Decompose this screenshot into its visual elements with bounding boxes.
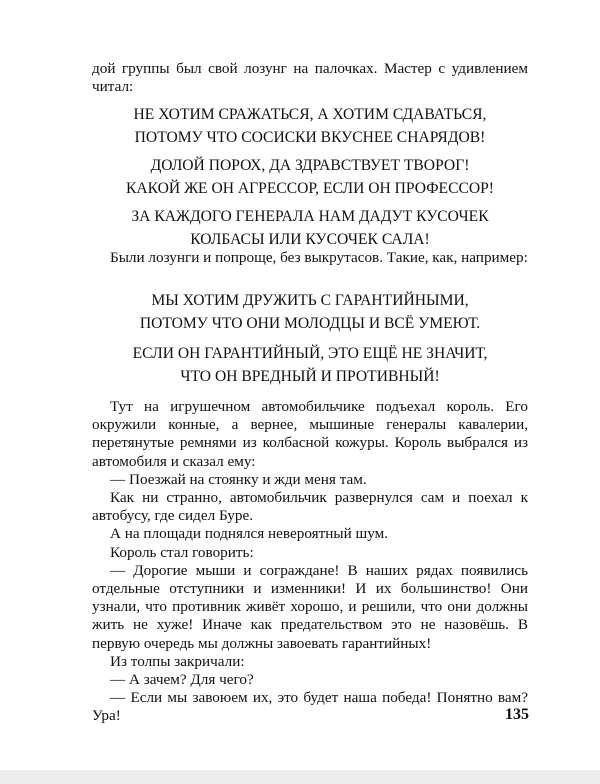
text-bottom bbox=[92, 398, 528, 726]
paragraph-noise: А на площади поднялся невероятный шум. bbox=[110, 525, 389, 543]
slogan-5-line-1: ЕСЛИ ОН ГАРАНТИЙНЫЙ, ЭТО ЕЩЁ НЕ ЗНАЧИТ, bbox=[132, 345, 488, 362]
paragraph-question: — А зачем? Для чего? bbox=[110, 671, 254, 689]
slogan-1-line-1: НЕ ХОТИМ СРАЖАТЬСЯ, А ХОТИМ СДАВАТЬСЯ, bbox=[133, 106, 487, 123]
paragraph-king-command: — Поезжай на стоянку и жди меня там. bbox=[110, 470, 367, 488]
paragraph-king-speaks: Король стал говорить: bbox=[110, 543, 254, 561]
slogan-5-line-2: ЧТО ОН ВРЕДНЫЙ И ПРОТИВНЫЙ! bbox=[180, 368, 440, 385]
slogan-2-line-2: КАКОЙ ЖЕ ОН АГРЕССОР, ЕСЛИ ОН ПРОФЕССОР! bbox=[125, 180, 494, 197]
paragraph-answer: — Если мы завоюем их, это будет наша победа! Понятно вам? Ура! bbox=[92, 689, 528, 725]
paragraph-crowd: Из толпы закричали: bbox=[110, 652, 245, 670]
slogan-5 bbox=[70, 342, 550, 388]
paragraph-car-leaves: Как ни странно, автомобильчик развернулся сам и поехал к автобусу, где сидел Буре. bbox=[92, 489, 528, 525]
scan-bottom-strip bbox=[0, 770, 600, 784]
slogan-3-line-1: ЗА КАЖДОГО ГЕНЕРАЛА НАМ ДАДУТ КУСОЧЕК bbox=[131, 208, 489, 225]
slogan-4 bbox=[70, 289, 550, 335]
paragraph-intro: дой группы был свой лозунг на палочках. Мастер с удивлением читал: bbox=[92, 60, 528, 96]
slogan-1-line-2: ПОТОМУ ЧТО СОСИСКИ ВКУСНЕЕ СНАРЯДОВ! bbox=[134, 129, 486, 146]
slogan-2 bbox=[70, 154, 550, 200]
text-top bbox=[92, 60, 528, 96]
page-number: 135 bbox=[505, 706, 529, 723]
slogan-3 bbox=[70, 205, 550, 251]
text-middle bbox=[92, 249, 528, 267]
paragraph-speech: — Дорогие мыши и сограждане! В наших рядах появились отдельные отступники и изменники! И их большинство! Они узнали, что противник живёт хорошо, и решили, что они должны жить не хуже! Иначе как предательством это не назовёшь. В первую очередь мы должны завоевать гарантийных! bbox=[92, 561, 528, 652]
slogan-3-line-2: КОЛБАСЫ ИЛИ КУСОЧЕК САЛА! bbox=[190, 231, 430, 248]
slogan-4-line-1: МЫ ХОТИМ ДРУЖИТЬ С ГАРАНТИЙНЫМИ, bbox=[151, 292, 469, 309]
paragraph-simple-slogans: Были лозунги и попроще, без выкрутасов. Такие, как, например: bbox=[110, 249, 528, 266]
slogan-1 bbox=[70, 103, 550, 149]
paragraph-king-arrives: Тут на игрушечном автомобильчике подъехал король. Его окружили конные, а вернее, мышиные генералы кавалерии, перетянутые ремнями из колбасной кожуры. Король выбрался из автомобиля и сказал ему: bbox=[92, 398, 528, 470]
slogan-4-line-2: ПОТОМУ ЧТО ОНИ МОЛОДЦЫ И ВСЁ УМЕЮТ. bbox=[139, 315, 481, 332]
slogan-2-line-1: ДОЛОЙ ПОРОХ, ДА ЗДРАВСТВУЕТ ТВОРОГ! bbox=[150, 157, 470, 174]
